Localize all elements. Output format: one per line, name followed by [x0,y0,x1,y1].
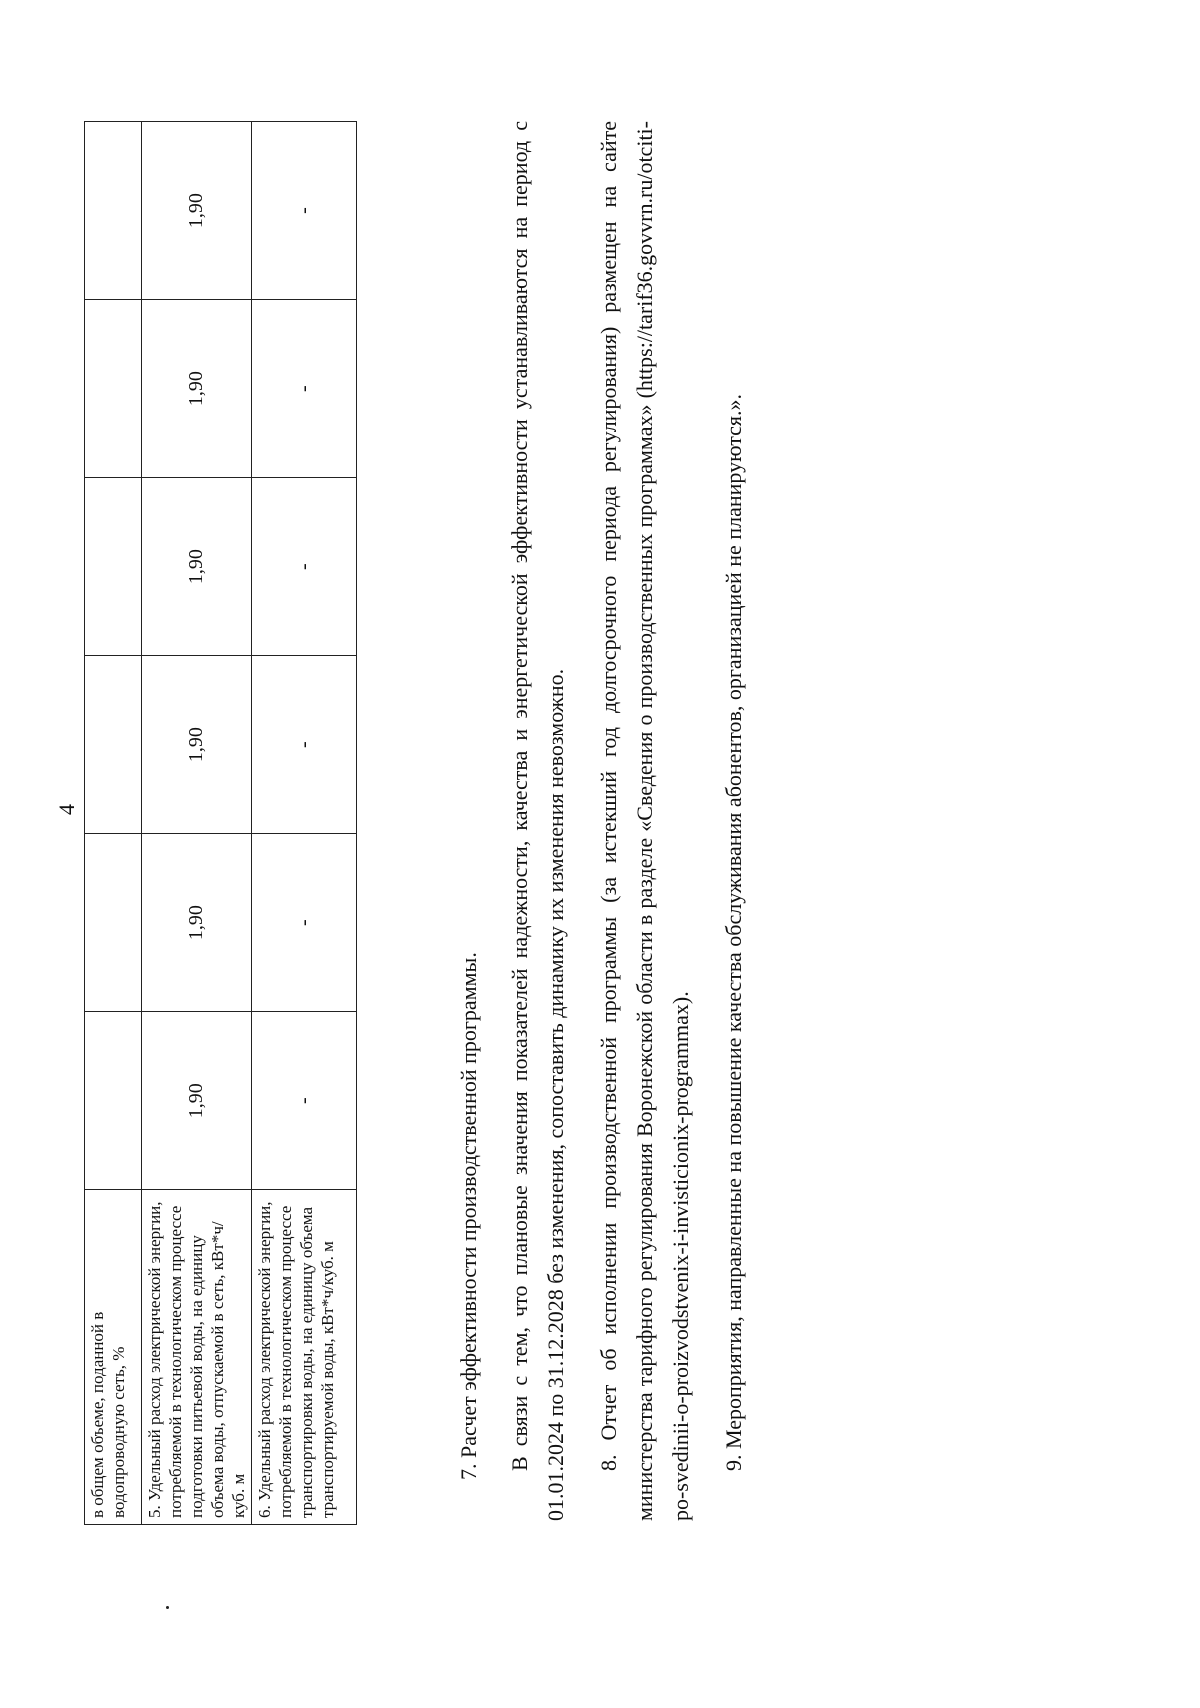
table-cell [85,834,142,1012]
table-cell: - [252,656,357,834]
table-cell [85,122,142,300]
table-cell [85,1012,142,1190]
table-cell: - [252,478,357,656]
section-9-paragraph: 9. Мероприятия, направленные на повышение качества обслуживания абонентов, организацией не планируются.». [721,393,746,1471]
row-label: в общем объеме, поданной в водопроводную сеть, % [85,1190,142,1525]
indicators-table [84,121,357,1525]
row-label: 6. Удельный расход электрической энергии, потребляемой в технологическом процессе транспортировки воды, на единицу объема транспортируемой воды, кВт*ч/куб. м [252,1190,357,1525]
table-row [142,122,252,1525]
page-number: 4 [54,804,79,815]
table-cell: - [252,300,357,478]
table-cell: - [252,122,357,300]
table-cell: 1,90 [142,656,252,834]
table-cell [85,478,142,656]
table-row [85,122,142,1525]
section-7-heading: 7. Расчет эффективности производственной программы. [456,952,481,1480]
table-cell: 1,90 [142,478,252,656]
row-label: 5. Удельный расход электрической энергии, потребляемой в технологическом процессе подготовки питьевой воды, на единицу объема воды, отпускаемой в сеть, кВт*ч/куб. м [142,1190,252,1525]
table-cell: 1,90 [142,300,252,478]
section-8-paragraph: 8. Отчет об исполнении производственной программы (за истекший год долгосрочного периода регулирования) размещен на сайте министерства тарифного регулирования Воронежской области в разделе «Сведения о производственных программах» (https://tarif36.govvrn.ru/otciti-po-svedinii-o-proizvodstvenix-i-invisticionix-programmax). [596,121,693,1521]
rotated-page [16,15,1166,1695]
table-row [252,122,357,1525]
table-cell [85,300,142,478]
table-cell [85,656,142,834]
table-cell: 1,90 [142,122,252,300]
table-cell: - [252,1012,357,1190]
table-cell: 1,90 [142,834,252,1012]
table-cell: - [252,834,357,1012]
section-7-paragraph: В связи с тем, что плановые значения показателей надежности, качества и энергетической эффективности устанавливаются на период с 01.01.2024 по 31.12.2028 без изменения, сопоставить динамику их изменения невозможно. [507,121,568,1521]
scan-speck [166,1606,169,1609]
table-cell: 1,90 [142,1012,252,1190]
